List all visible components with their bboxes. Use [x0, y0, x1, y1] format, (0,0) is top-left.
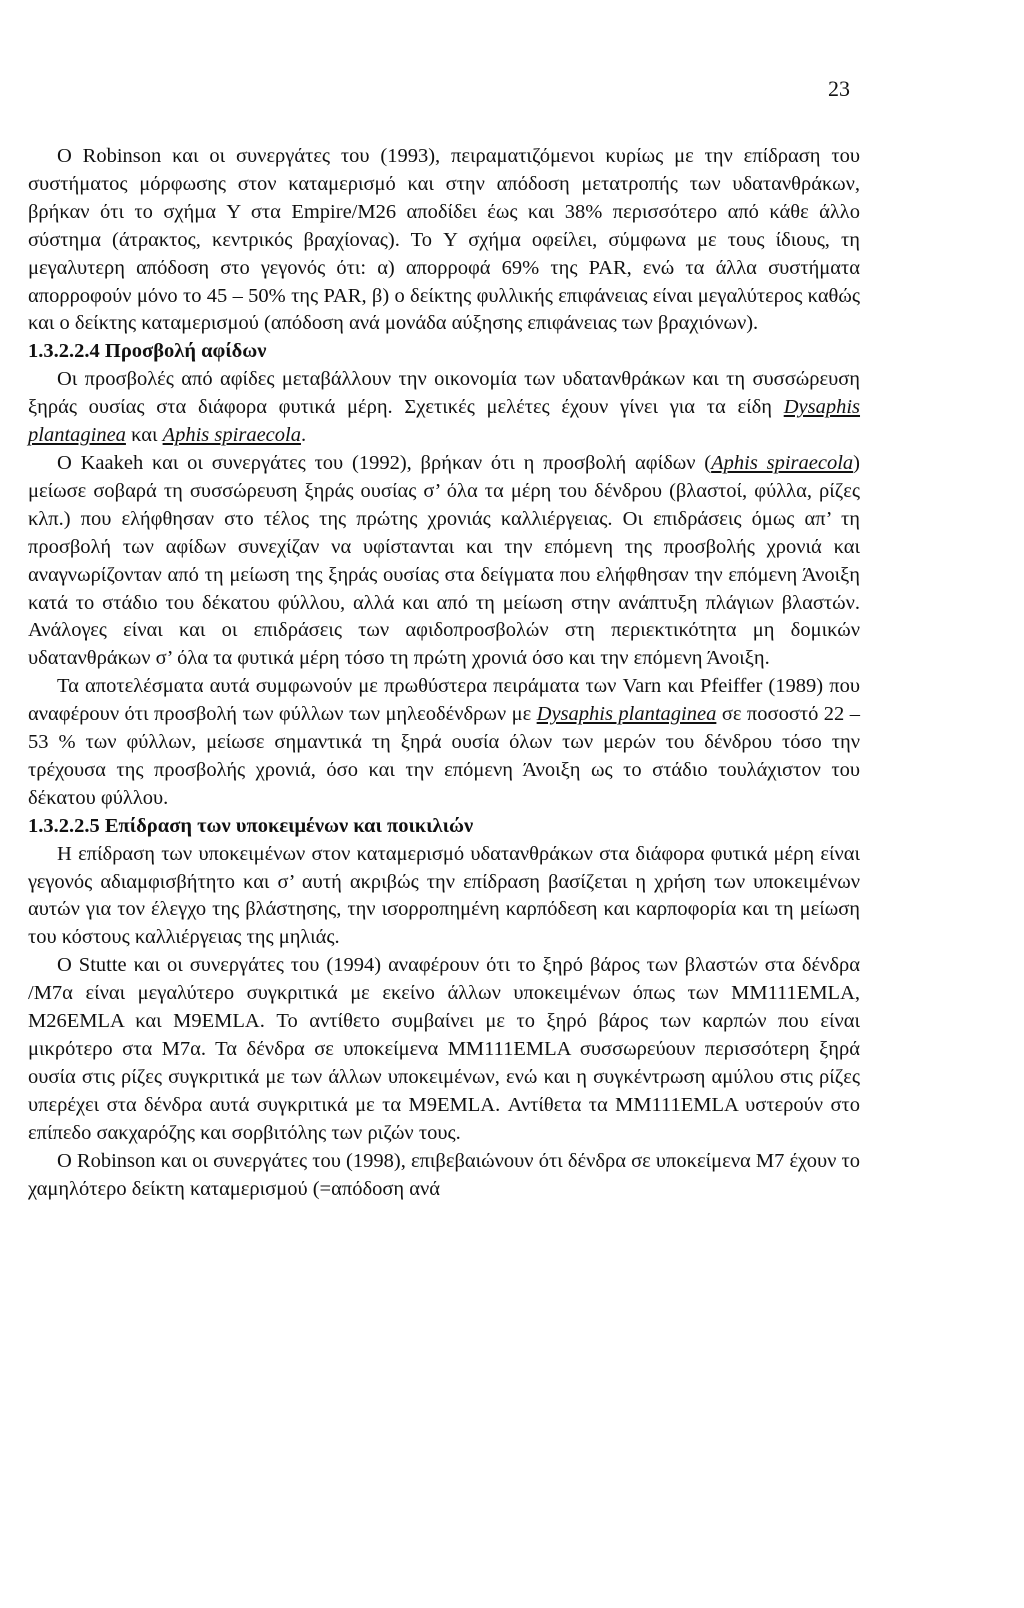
species-name: Aphis spiraecola: [162, 424, 301, 447]
paragraph-text: Οι προσβολές από αφίδες μεταβάλλουν την οικονομία των υδατανθράκων και τη συσσώρευση ξηράς ουσίας στα διάφορα φυτικά μέρη. Σχετικές μελέτες έχουν γίνει για τα είδη: [28, 368, 860, 419]
paragraph-text: και: [131, 424, 158, 447]
paragraph-robinson-1993: Ο Robinson και οι συνεργάτες του (1993), πειραματιζόμενοι κυρίως με την επίδραση του συστήματος μόρφωσης στον καταμερισμό και στην απόδοση μετατροπής των υδατανθράκων, βρήκαν ότι το σχήμα Y στα Empire/M26 αποδίδει έως και 38% περισσότερο από κάθε άλλο σύστημα (άτρακτος, κεντρικός βραχίονας). Το Y σχήμα οφείλει, σύμφωνα με τους ίδιους, τη μεγαλυτερη απόδοση στο γεγονός ότι: α) απορροφά 69% της PAR, ενώ τα άλλα συστήματα απορροφούν μόνο το 45 – 50% της PAR, β) ο δείκτης φυλλικής επιφάνειας είναι μεγαλύτερος καθώς και ο δείκτης καταμερισμού (απόδοση ανά μονάδα αύξησης επιφάνειας των βραχιόνων).: [28, 145, 860, 335]
paragraph-text: ) μείωσε σοβαρά τη συσσώρευση ξηράς ουσίας σ’ όλα τα μέρη του δένδρου (βλαστοί, φύλλα, ρίζες κλπ.) που ελήφθησαν στο τέλος της πρώτης χρονιάς καλλιέργειας. Οι επιδράσεις όμως απ’ τη προσβολή των αφίδων συνεχίζαν να υφίστανται και την επόμενη της προσβολής χρονιά και αναγνωρίζονταν από τη μείωση της ξηράς ουσίας στα δείγματα που ελήφθησαν την επόμενη Άνοιξη κατά το στάδιο του δέκατου φύλλου, αλλά και από τη μείωση στην ανάπτυξη πλάγιων βλαστών. Ανάλογες είναι και οι επιδράσεις των αφιδοπροσβολών στη περιεκτικότητα μη δομικών υδατανθράκων σ’ όλα τα φυτικά μέρη τόσο τη πρώτη χρονιά όσο και την επόμενη Άνοιξη.: [28, 451, 860, 670]
species-name: Dysaphis plantaginea: [536, 703, 717, 726]
paragraph-rootstock-intro: Η επίδραση των υποκειμένων στον καταμερισμό υδατανθράκων στα διάφορα φυτικά μέρη είναι γεγονός αδιαμφισβήτητο και σ’ αυτή ακριβώς την επίδραση βασίζεται η χρήση των υποκειμένων αυτών για τον έλεγχο της βλάστησης, την ισορροπημένη καρπόδεση και καρποφορία και τη μείωση του κόστους καλλιέργειας της μηλιάς.: [28, 842, 860, 949]
paragraph-text: Ο Kaakeh και οι συνεργάτες του (1992), βρήκαν ότι η προσβολή αφίδων (: [57, 451, 712, 474]
section-number: 1.3.2.2.4: [28, 340, 100, 363]
section-heading-aphids: [28, 338, 860, 366]
paragraph-varn-pfeiffer: [28, 673, 860, 813]
paragraph-robinson-1998: Ο Robinson και οι συνεργάτες του (1998), επιβεβαιώνουν ότι δένδρα σε υποκείμενα M7 έχουν το χαμηλότερο δείκτη καταμερισμού (=απόδοση ανά: [28, 1149, 860, 1200]
paragraph-aphid-intro: [28, 366, 860, 450]
page-number: 23: [828, 76, 850, 101]
section-title: Προσβολή αφίδων: [104, 340, 267, 363]
section-heading-rootstocks: [28, 813, 860, 841]
paragraph-text: .: [300, 424, 307, 447]
section-title: Επίδραση των υποκειμένων και ποικιλιών: [104, 814, 474, 837]
paragraph-text: σε ποσοστό 22 – 53 % των φύλλων, μείωσε σημαντικά τη ξηρά ουσία όλων των μερών του δένδρου τόσο την τρέχουσα της προσβολής χρονιά, όσο και την επόμενη Άνοιξη ως το στάδιο τουλάχιστον του δέκατου φύλλου.: [28, 703, 861, 809]
document-body: [28, 143, 860, 1203]
paragraph-text: Τα αποτελέσματα αυτά συμφωνούν με πρωθύστερα πειράματα των Varn και Pfeiffer (1989) που αναφέρουν ότι προσβολή των φύλλων των μηλεοδένδρων με: [28, 675, 860, 726]
section-number: 1.3.2.2.5: [28, 814, 100, 837]
species-name: Aphis spiraecola: [711, 451, 854, 474]
species-name: Dysaphis plantaginea: [28, 396, 861, 447]
paragraph-kaakeh-1992: [28, 450, 860, 673]
paragraph-stutte-1994: Ο Stutte και οι συνεργάτες του (1994) αναφέρουν ότι το ξηρό βάρος των βλαστών στα δένδρα /M7α είναι μεγαλύτερο συγκριτικά με εκείνο άλλων υποκειμένων όπως των MM111EMLA, M26EMLA και M9EMLA. Το αντίθετο συμβαίνει με το ξηρό βάρος των καρπών που είναι μικρότερο στα M7α. Τα δένδρα σε υποκείμενα MM111EMLA συσσωρεύουν περισσότερη ξηρά ουσία στις ρίζες συγκριτικά με των άλλων υποκειμένων, ενώ και η συγκέντρωση αμύλου στις ρίζες υπερέχει στα δένδρα αυτά συγκριτικά με τα M9EMLA. Αντίθετα τα MM111EMLA υστερούν στο επίπεδο σακχαρόζης και σορβιτόλης των ριζών τους.: [28, 954, 860, 1144]
